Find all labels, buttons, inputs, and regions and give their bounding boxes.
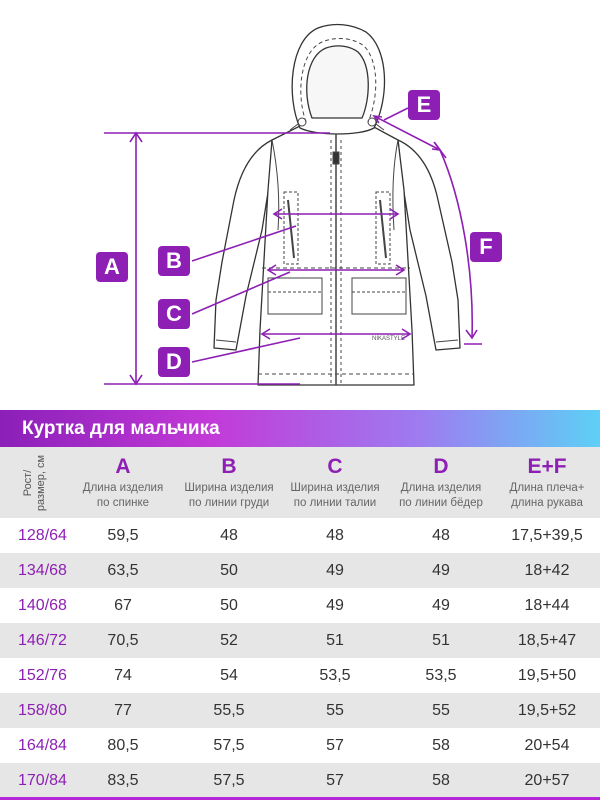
jacket-drawing	[214, 25, 460, 385]
header-col-b-desc1: Ширина изделия	[184, 481, 274, 494]
cell-c: 57	[326, 771, 344, 789]
badge-e	[408, 90, 440, 120]
row-size: 128/64	[18, 526, 67, 544]
cell-a: 59,5	[107, 526, 139, 544]
badge-f	[470, 232, 502, 262]
cell-d: 58	[432, 771, 450, 789]
page-title: Куртка для мальчика	[22, 418, 220, 439]
badge-a	[96, 252, 128, 282]
header-col-a-desc2: по спинке	[96, 496, 150, 509]
cell-ef: 18+42	[524, 561, 570, 579]
cell-a: 83,5	[107, 771, 139, 789]
header-col-b-letter: B	[221, 454, 237, 478]
header-col-ef-desc1: Длина плеча+	[509, 481, 585, 494]
badge-d-label: D	[166, 349, 182, 374]
header-col-d-desc2: по линии бёдер	[399, 496, 483, 509]
table-row	[0, 588, 600, 623]
table-header-row	[0, 447, 600, 518]
header-col-d-letter: D	[433, 454, 449, 478]
cell-ef: 20+54	[524, 736, 570, 754]
header-col-c-desc1: Ширина изделия	[290, 481, 380, 494]
table-row	[0, 728, 600, 763]
cell-a: 74	[114, 666, 132, 684]
row-size: 134/68	[18, 561, 67, 579]
header-col-a-desc1: Длина изделия	[82, 481, 164, 494]
cell-ef: 19,5+50	[517, 666, 577, 684]
badge-f-label: F	[479, 234, 493, 259]
table-row	[0, 693, 600, 728]
cell-b: 48	[220, 526, 238, 544]
badge-b-label: B	[166, 248, 182, 273]
title-bar	[0, 410, 600, 447]
cell-b: 55,5	[213, 701, 245, 719]
badge-c-label: C	[166, 301, 182, 326]
cell-a: 80,5	[107, 736, 139, 754]
brand-tag: NIKASTYLE	[372, 336, 406, 342]
cell-c: 55	[326, 701, 344, 719]
row-size: 152/76	[18, 666, 67, 684]
cell-ef: 19,5+52	[517, 701, 577, 719]
cell-d: 53,5	[425, 666, 457, 684]
cell-ef: 18+44	[524, 596, 570, 614]
header-col-a	[70, 447, 176, 518]
header-col-c-letter: C	[327, 454, 343, 478]
header-col-b	[176, 447, 282, 518]
cell-ef: 20+57	[524, 771, 570, 789]
cell-a: 63,5	[107, 561, 139, 579]
cell-d: 51	[432, 631, 450, 649]
cell-b: 52	[220, 631, 238, 649]
row-size: 140/68	[18, 596, 67, 614]
header-size-line1: Рост/	[22, 469, 34, 497]
size-table	[0, 447, 600, 798]
cell-c: 51	[326, 631, 344, 649]
header-size-line2: размер, см	[35, 454, 47, 512]
badge-a-label: A	[104, 254, 120, 279]
table-row	[0, 763, 600, 798]
cell-b: 57,5	[213, 771, 245, 789]
header-col-ef-letter: E+F	[527, 454, 567, 478]
cell-ef: 18,5+47	[517, 631, 577, 649]
row-size: 158/80	[18, 701, 67, 719]
cell-d: 58	[432, 736, 450, 754]
cell-a: 70,5	[107, 631, 139, 649]
table-row	[0, 553, 600, 588]
cell-b: 50	[220, 596, 238, 614]
header-size	[0, 447, 70, 518]
header-col-d-desc1: Длина изделия	[400, 481, 482, 494]
table-row	[0, 623, 600, 658]
table-row	[0, 658, 600, 693]
row-size: 164/84	[18, 736, 67, 754]
table-row	[0, 518, 600, 553]
cell-d: 55	[432, 701, 450, 719]
cell-d: 48	[432, 526, 450, 544]
header-col-c-desc2: по линии талии	[293, 496, 377, 509]
cell-a: 77	[114, 701, 132, 719]
cell-d: 49	[432, 596, 450, 614]
badge-c	[158, 299, 190, 329]
header-col-ef	[494, 447, 600, 518]
cell-c: 49	[326, 561, 344, 579]
header-col-b-desc2: по линии груди	[188, 496, 270, 509]
cell-c: 49	[326, 596, 344, 614]
header-col-a-letter: A	[115, 454, 131, 478]
row-size: 170/84	[18, 771, 67, 789]
badge-e-label: E	[416, 92, 432, 117]
header-col-c	[282, 447, 388, 518]
row-size: 146/72	[18, 631, 67, 649]
cell-b: 57,5	[213, 736, 245, 754]
cell-b: 54	[220, 666, 238, 684]
header-col-d	[388, 447, 494, 518]
cell-ef: 17,5+39,5	[511, 526, 583, 544]
cell-c: 53,5	[319, 666, 351, 684]
badge-d	[158, 347, 190, 377]
cell-c: 57	[326, 736, 344, 754]
badge-b	[158, 246, 190, 276]
cell-b: 50	[220, 561, 238, 579]
cell-d: 49	[432, 561, 450, 579]
cell-c: 48	[326, 526, 344, 544]
header-col-ef-desc2: длина рукава	[511, 496, 583, 509]
cell-a: 67	[114, 596, 132, 614]
